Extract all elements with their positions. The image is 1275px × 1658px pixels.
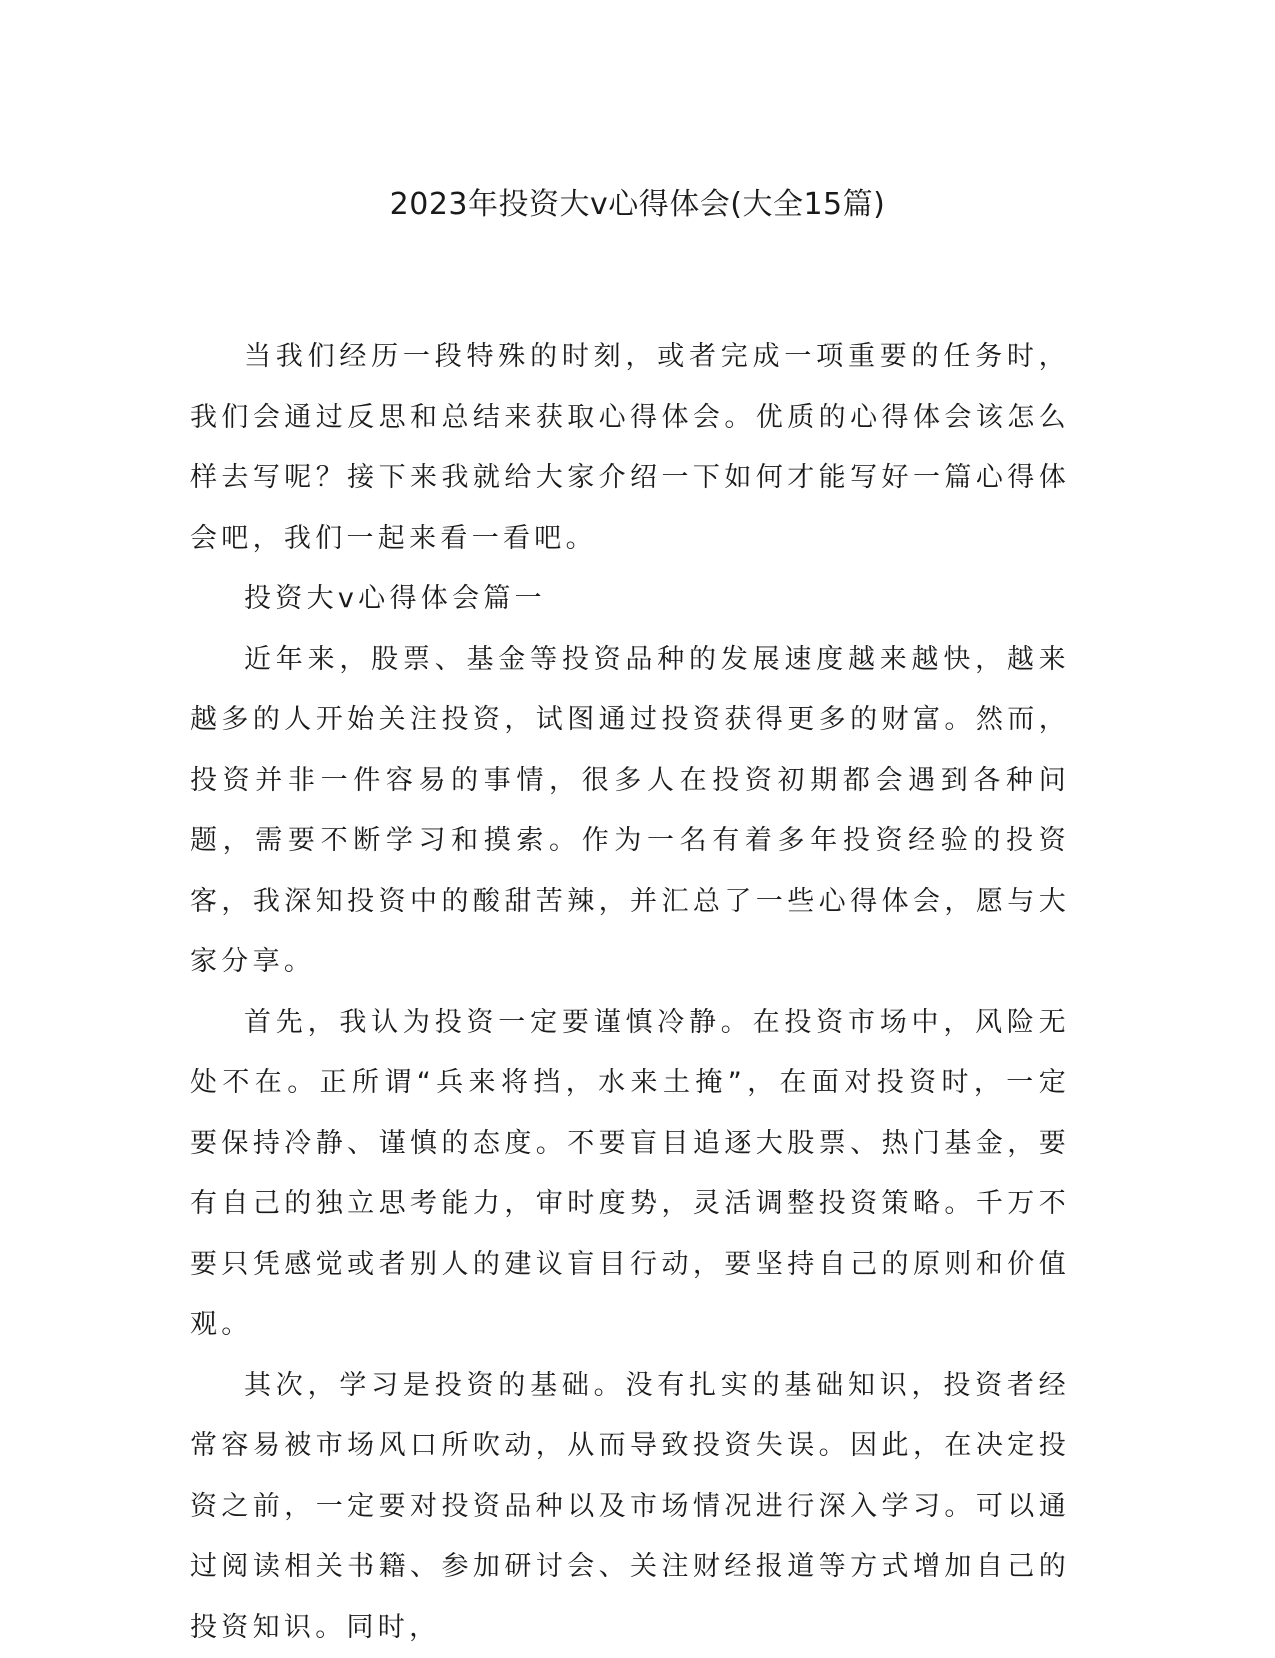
section-heading: 投资大v心得体会篇一 — [190, 569, 1070, 630]
document-title: 2023年投资大v心得体会(大全15篇) — [0, 183, 1275, 227]
body-paragraph: 近年来，股票、基金等投资品种的发展速度越来越快，越来越多的人开始关注投资，试图通过投资获得更多的财富。然而，投资并非一件容易的事情，很多人在投资初期都会遇到各种问题，需要不断学习和摸索。作为一名有着多年投资经验的投资客，我深知投资中的酸甜苦辣，并汇总了一些心得体会，愿与大家分享。 — [190, 630, 1070, 993]
document-body — [190, 327, 1070, 1658]
intro-paragraph: 当我们经历一段特殊的时刻，或者完成一项重要的任务时，我们会通过反思和总结来获取心得体会。优质的心得体会该怎么样去写呢？接下来我就给大家介绍一下如何才能写好一篇心得体会吧，我们一起来看一看吧。 — [190, 327, 1070, 569]
body-paragraph: 其次，学习是投资的基础。没有扎实的基础知识，投资者经常容易被市场风口所吹动，从而导致投资失误。因此，在决定投资之前，一定要对投资品种以及市场情况进行深入学习。可以通过阅读相关书籍、参加研讨会、关注财经报道等方式增加自己的投资知识。同时， — [190, 1356, 1070, 1658]
body-paragraph: 首先，我认为投资一定要谨慎冷静。在投资市场中，风险无处不在。正所谓“兵来将挡，水来土掩”，在面对投资时，一定要保持冷静、谨慎的态度。不要盲目追逐大股票、热门基金，要有自己的独立思考能力，审时度势，灵活调整投资策略。千万不要只凭感觉或者别人的建议盲目行动，要坚持自己的原则和价值观。 — [190, 993, 1070, 1356]
